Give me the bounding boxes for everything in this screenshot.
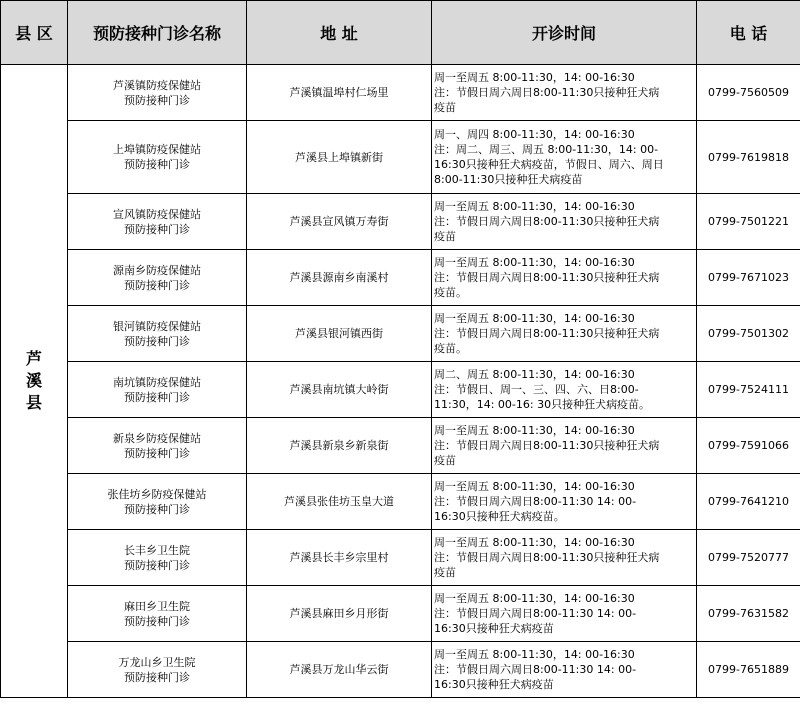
hours-cell: 周一至周五 8:00-11:30，14: 00-16:30 注：节假日周六周日8:00-11:30 14: 00- 16:30只接种狂犬病疫苗 [432, 586, 697, 642]
clinic-type: 预防接种门诊 [124, 558, 190, 572]
phone-cell: 0799-7651889 [697, 642, 800, 698]
address-cell: 芦溪县银河镇西街 [247, 306, 432, 362]
header-address: 地 址 [247, 1, 432, 65]
phone-cell: 0799-7671023 [697, 250, 800, 306]
table-row [1, 362, 800, 418]
clinic-type: 预防接种门诊 [124, 614, 190, 628]
phone-cell: 0799-7591066 [697, 418, 800, 474]
header-county: 县 区 [1, 1, 68, 65]
clinic-name-cell [68, 642, 247, 698]
address-cell: 芦溪县新泉乡新泉街 [247, 418, 432, 474]
clinic-name: 新泉乡防疫保健站 [113, 431, 201, 445]
address-cell: 芦溪县万龙山华云街 [247, 642, 432, 698]
hours-cell: 周一至周五 8:00-11:30，14: 00-16:30 注：节假日周六周日8:00-11:30只接种狂犬病 疫苗。 [432, 306, 697, 362]
clinic-name-cell [68, 194, 247, 250]
clinic-type: 预防接种门诊 [124, 334, 190, 348]
hours-cell: 周二、周五 8:00-11:30，14: 00-16:30 注：节假日、周一、三、四、六、日8:00- 11:30，14: 00-16: 30只接种狂犬病疫苗。 [432, 362, 697, 418]
phone-cell: 0799-7524111 [697, 362, 800, 418]
address-cell: 芦溪县南坑镇大岭街 [247, 362, 432, 418]
hours-cell: 周一至周五 8:00-11:30，14: 00-16:30 注：节假日周六周日8:00-11:30只接种狂犬病 疫苗 [432, 65, 697, 121]
clinic-name: 芦溪镇防疫保健站 [113, 78, 201, 92]
table-row [1, 194, 800, 250]
clinic-name: 长丰乡卫生院 [124, 543, 190, 557]
clinic-type: 预防接种门诊 [124, 93, 190, 107]
hours-cell: 周一至周五 8:00-11:30，14: 00-16:30 注：节假日周六周日8:00-11:30 14: 00- 16:30只接种狂犬病疫苗 [432, 642, 697, 698]
clinic-name: 源南乡防疫保健站 [113, 263, 201, 277]
hours-cell: 周一、周四 8:00-11:30，14: 00-16:30 注：周二、周三、周五 8:00-11:30，14: 00- 16:30只接种狂犬病疫苗，节假日、周六、周日 8:00-11:30只接种狂犬病疫苗 [432, 121, 697, 194]
table-row [1, 65, 800, 121]
clinic-name-cell [68, 474, 247, 530]
hours-cell: 周一至周五 8:00-11:30，14: 00-16:30 注：节假日周六周日8:00-11:30只接种狂犬病 疫苗 [432, 194, 697, 250]
clinic-name: 宣风镇防疫保健站 [113, 207, 201, 221]
county-cell: 芦 溪 县 [1, 65, 68, 698]
clinic-name: 万龙山乡卫生院 [118, 655, 196, 669]
table-row [1, 306, 800, 362]
address-cell: 芦溪县上埠镇新街 [247, 121, 432, 194]
address-cell: 芦溪县长丰乡宗里村 [247, 530, 432, 586]
header-clinic: 预防接种门诊名称 [68, 1, 247, 65]
phone-cell: 0799-7501302 [697, 306, 800, 362]
phone-cell: 0799-7641210 [697, 474, 800, 530]
hours-cell: 周一至周五 8:00-11:30，14: 00-16:30 注：节假日周六周日8:00-11:30只接种狂犬病 疫苗。 [432, 250, 697, 306]
address-cell: 芦溪县宣风镇万寿街 [247, 194, 432, 250]
table-row [1, 474, 800, 530]
phone-cell: 0799-7619818 [697, 121, 800, 194]
clinic-name-cell [68, 121, 247, 194]
phone-cell: 0799-7560509 [697, 65, 800, 121]
address-cell: 芦溪县张佳坊玉皇大道 [247, 474, 432, 530]
clinic-name-cell [68, 250, 247, 306]
clinic-name-cell [68, 586, 247, 642]
clinic-name-cell [68, 530, 247, 586]
clinic-type: 预防接种门诊 [124, 502, 190, 516]
clinic-type: 预防接种门诊 [124, 446, 190, 460]
clinic-name-cell [68, 362, 247, 418]
clinic-type: 预防接种门诊 [124, 390, 190, 404]
address-cell: 芦溪镇温埠村仁场里 [247, 65, 432, 121]
table-row [1, 250, 800, 306]
table-row [1, 586, 800, 642]
phone-cell: 0799-7501221 [697, 194, 800, 250]
address-cell: 芦溪县麻田乡月形街 [247, 586, 432, 642]
clinic-name-cell [68, 65, 247, 121]
table-row [1, 530, 800, 586]
clinic-name-cell [68, 418, 247, 474]
header-row [1, 1, 800, 65]
clinic-name: 银河镇防疫保健站 [113, 319, 201, 333]
table-row [1, 418, 800, 474]
hours-cell: 周一至周五 8:00-11:30，14: 00-16:30 注：节假日周六周日8:00-11:30 14: 00- 16:30只接种狂犬病疫苗。 [432, 474, 697, 530]
clinic-type: 预防接种门诊 [124, 278, 190, 292]
clinic-name-cell [68, 306, 247, 362]
phone-cell: 0799-7631582 [697, 586, 800, 642]
clinic-name: 上埠镇防疫保健站 [113, 143, 201, 156]
hours-cell: 周一至周五 8:00-11:30，14: 00-16:30 注：节假日周六周日8:00-11:30只接种狂犬病 疫苗 [432, 530, 697, 586]
table-row [1, 121, 800, 194]
clinic-type: 预防接种门诊 [124, 158, 190, 171]
phone-cell: 0799-7520777 [697, 530, 800, 586]
hours-cell: 周一至周五 8:00-11:30，14: 00-16:30 注：节假日周六周日8:00-11:30只接种狂犬病 疫苗 [432, 418, 697, 474]
header-hours: 开诊时间 [432, 1, 697, 65]
clinic-type: 预防接种门诊 [124, 222, 190, 236]
header-phone: 电 话 [697, 1, 800, 65]
address-cell: 芦溪县源南乡南溪村 [247, 250, 432, 306]
clinic-type: 预防接种门诊 [124, 670, 190, 684]
clinic-name: 南坑镇防疫保健站 [113, 375, 201, 389]
clinic-name: 张佳坊乡防疫保健站 [107, 487, 207, 501]
clinic-name: 麻田乡卫生院 [124, 599, 190, 613]
table-row [1, 642, 800, 698]
